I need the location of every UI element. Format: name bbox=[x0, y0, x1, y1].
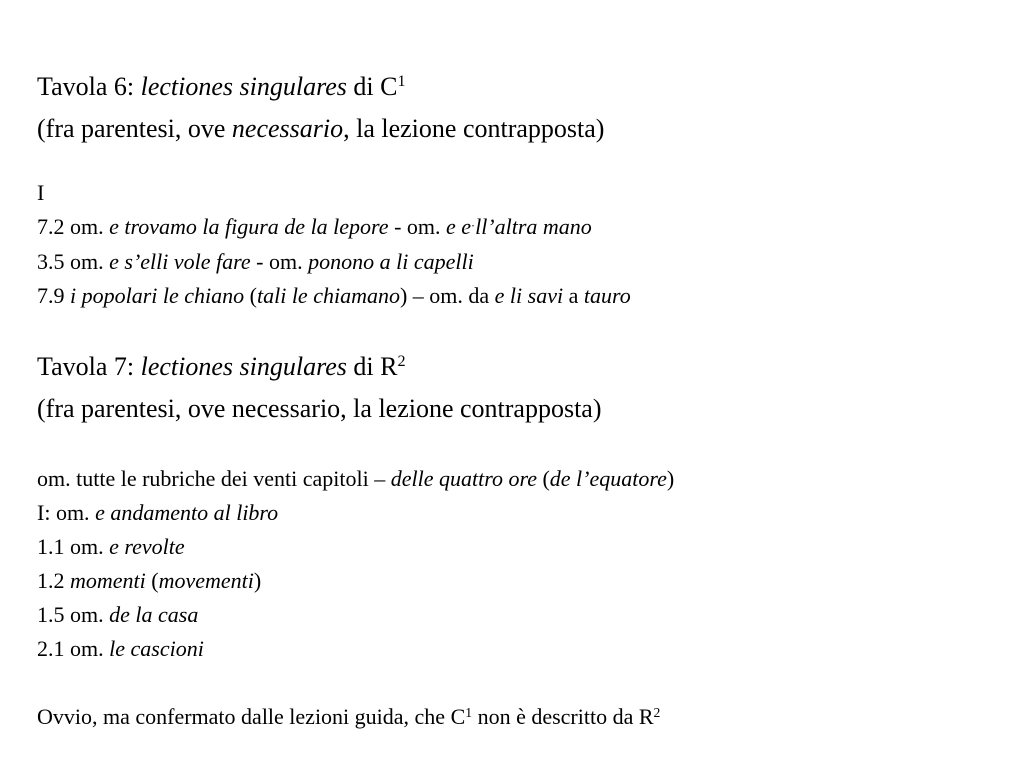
table7-title: Tavola 7: lectiones singulares di $R^2$ bbox=[37, 352, 406, 381]
conclusion-text: Ovvio, ma confermato dalle lezioni guida, che $C^1$ non è descritto da $R^2$ bbox=[37, 704, 661, 729]
table7-row: 1.2 momenti (movementi) bbox=[37, 568, 262, 593]
table7-row: om. tutte le rubriche dei venti capitoli – delle quattro ore (de l’equatore) bbox=[37, 466, 675, 491]
table6-subtitle: (fra parentesi, ove necessario, la lezione contrapposta) bbox=[37, 114, 605, 143]
table6-section-label: I bbox=[37, 180, 45, 205]
table6-row: 7.9 i popolari le chiano (tali le chiamano) – om. da e li savi a tauro bbox=[37, 283, 631, 308]
table6-title: Tavola 6: lectiones singulares di $C^1$ bbox=[37, 72, 406, 101]
table7-row: 1.1 om. e revolte bbox=[37, 534, 185, 559]
table6-row: 3.5 om. e s’elli vole fare - om. ponono a li capelli bbox=[37, 249, 474, 274]
table7-row: I: om. e andamento al libro bbox=[37, 500, 279, 525]
table7-row: 2.1 om. le cascioni bbox=[37, 636, 204, 661]
table7-subtitle: (fra parentesi, ove necessario, la lezione contrapposta) bbox=[37, 394, 602, 423]
table7-row: 1.5 om. de la casa bbox=[37, 602, 199, 627]
table6-row: 7.2 om. e trovamo la figura de la lepore - om. e e·ll’altra mano bbox=[37, 214, 592, 239]
